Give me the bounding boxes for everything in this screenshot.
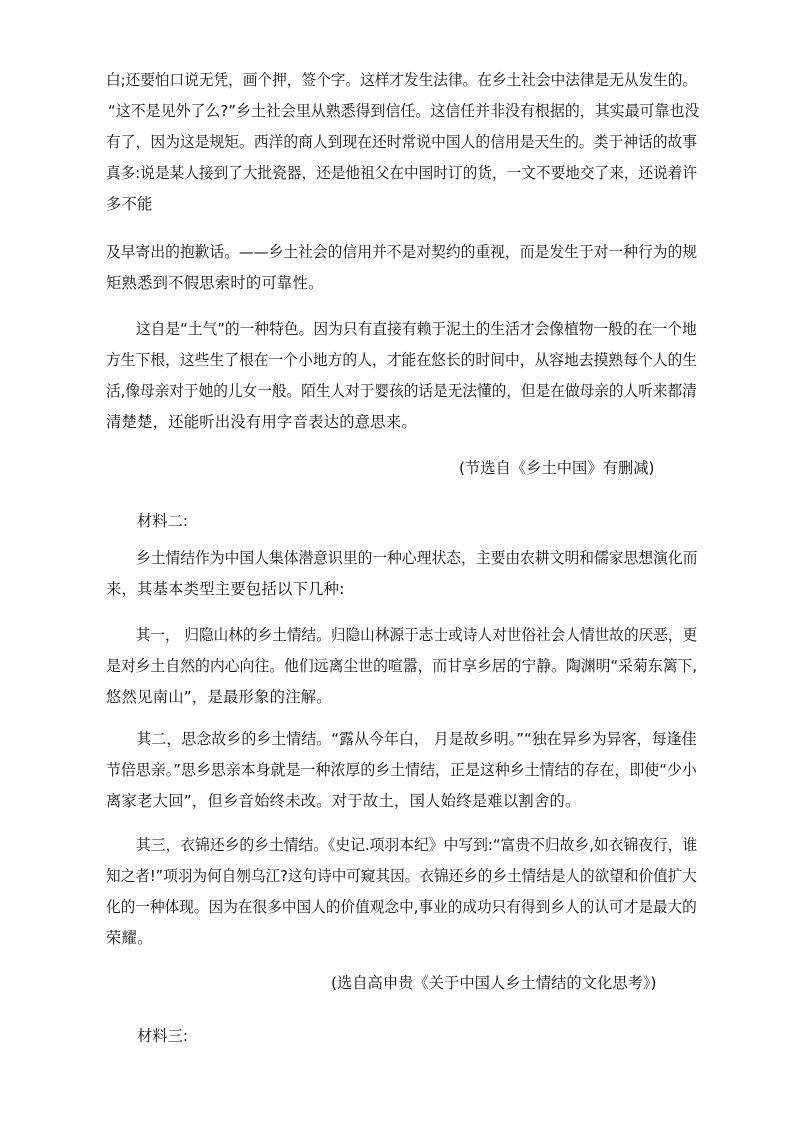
paragraph-6	[106, 724, 697, 817]
source-citation-1: (节选自《乡土中国》有删减)	[459, 459, 655, 477]
text-line: 及早寄出的抱歉话。——乡土社会的信用并不是对契约的重视，而是发生于对一种行为的规	[106, 243, 698, 261]
text-line: 其一， 归隐山林的乡土情结。归隐山林源于志士或诗人对世俗社会人情世故的厌恶，更	[135, 626, 698, 644]
paragraph-1	[106, 65, 700, 220]
source-citation-2: (选自高申贵《关于中国人乡土情结的文化思考》)	[331, 974, 657, 992]
text-line: “这不是见外了么?”乡土社会里从熟悉得到信任。这信任并非没有根据的，其实最可靠也没	[108, 102, 700, 120]
paragraph-2	[106, 237, 698, 299]
text-line: 有了，因为这是规矩。西洋的商人到现在还时常说中国人的信用是天生的。类于神话的故事	[106, 133, 698, 151]
text-line: 是对乡土自然的内心向往。他们远离尘世的喧嚣，而甘享乡居的宁静。陶渊明“采菊东篱下,	[106, 657, 698, 675]
text-line: 活,像母亲对于她的儿女一般。陌生人对于婴孩的话是无法懂的，但是在做母亲的人听来都清	[106, 382, 697, 400]
text-line: 化的一种体现。因为在很多中国人的价值观念中,事业的成功只有得到乡人的认可才是最大的	[106, 898, 697, 916]
text-line: 节倍思亲。”思乡思亲本身就是一种浓厚的乡土情结，正是这种乡土情结的存在，即使“少小	[106, 761, 697, 779]
text-line: 知之者!”项羽为何自刎乌江?这句诗中可窥其因。衣锦还乡的乡土情结是人的欲望和价值扩大	[106, 867, 697, 885]
section-heading-material-2: 材料二:	[137, 512, 189, 530]
paragraph-7	[106, 830, 698, 954]
text-line: 荣耀。	[106, 929, 153, 947]
text-line: 其三，衣锦还乡的乡土情结。《史记.项羽本纪》中写到:“富贵不归故乡,如衣锦夜行，谁	[135, 836, 698, 854]
text-line: 其二，思念故乡的乡土情结。“露从今年白， 月是故乡明。”“独在异乡为异客，每逢佳	[136, 730, 697, 748]
text-line: 多不能	[106, 195, 153, 213]
text-line: 真多:说是某人接到了大批瓷器，还是他祖父在中国时订的货，一文不要地交了来，还说着许	[106, 164, 698, 182]
text-line: 离家老大回”，但乡音始终未改。对于故土，国人始终是难以割舍的。	[106, 792, 581, 810]
text-line: 白;还要怕口说无凭，画个押，签个字。这样才发生法律。在乡土社会中法律是无从发生的。	[106, 71, 698, 89]
text-line: 方生下根，这些生了根在一个小地方的人，才能在悠长的时间中，从容地去摸熟每个人的生	[106, 351, 698, 369]
text-line: 矩熟悉到不假思索时的可靠性。	[106, 274, 324, 292]
paragraph-3	[106, 314, 698, 438]
text-line: 乡土情结作为中国人集体潜意识里的一种心理状态，主要由农耕文明和儒家思想演化而	[135, 549, 698, 567]
text-line: 这自是“土气”的一种特色。因为只有直接有赖于泥土的生活才会像植物一般的在一个地	[135, 320, 697, 338]
paragraph-5	[106, 620, 698, 713]
text-line: 清楚楚，还能听出没有用字音表达的意思来。	[106, 413, 417, 431]
text-line: 来，其基本类型主要包括以下几种:	[106, 580, 345, 598]
text-line: 悠然见南山”，是最形象的注解。	[106, 688, 332, 706]
section-heading-material-3: 材料三:	[137, 1027, 189, 1045]
paragraph-4	[106, 543, 698, 605]
